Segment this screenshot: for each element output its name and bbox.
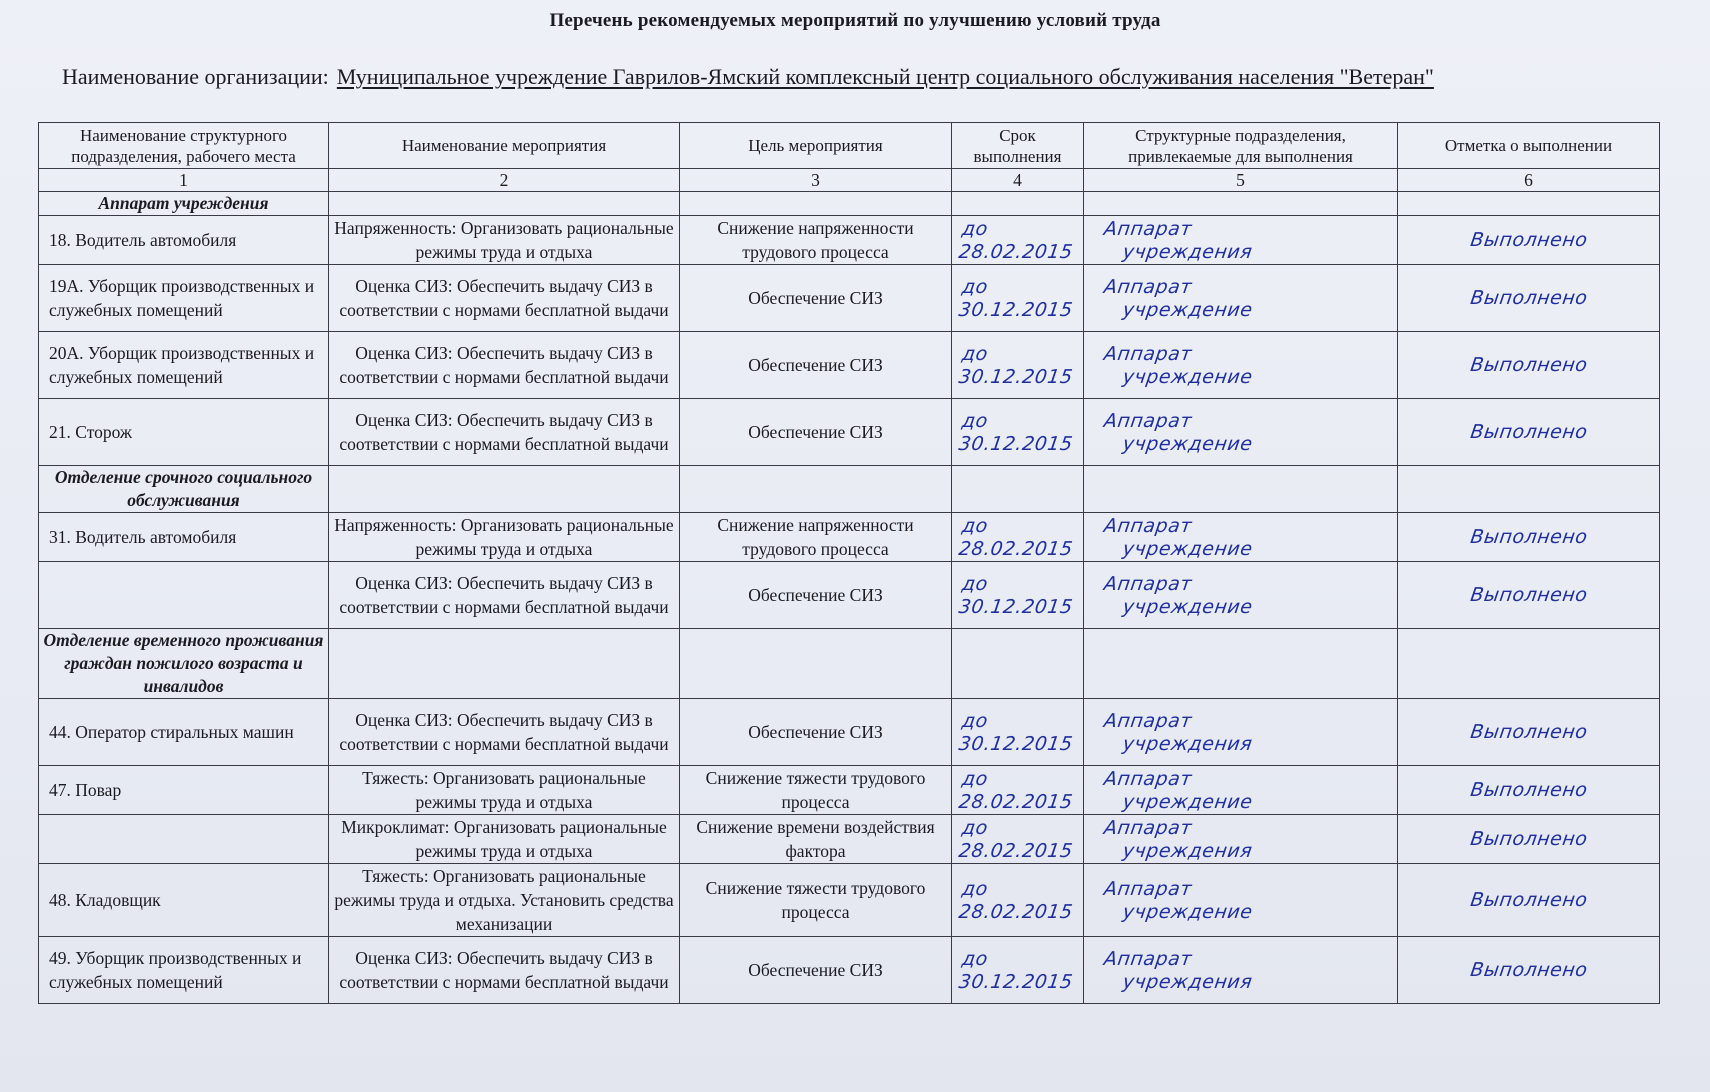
deadline-date: 28.02.2015 (956, 790, 1074, 812)
goal-cell: Снижение тяжести трудового процесса (680, 864, 952, 937)
organization-label: Наименование организации: (62, 64, 329, 89)
deadline-prefix: до (960, 816, 989, 838)
deadline-date: 28.02.2015 (956, 537, 1074, 559)
deadline-prefix: до (960, 877, 989, 899)
deadline-cell (948, 766, 1087, 815)
table-row (39, 513, 1660, 562)
deadline-cell (947, 937, 1088, 1004)
table-row (39, 937, 1660, 1004)
deadline-prefix: до (960, 275, 989, 297)
department-cell (1079, 265, 1402, 332)
deadline-prefix: до (960, 572, 989, 594)
deadline-date: 30.12.2015 (956, 298, 1074, 320)
department-cell (1079, 699, 1402, 766)
department-line-1: Аппарат (1102, 342, 1193, 364)
department-cell (1079, 332, 1402, 399)
empty-cell (1084, 629, 1398, 699)
table-body (39, 192, 1660, 1004)
section-title: Отделение временного проживания граждан пожилого возраста и инвалидов (39, 629, 329, 699)
deadline-cell (947, 265, 1088, 332)
completion-mark-cell: Выполнено (1393, 562, 1664, 629)
deadline-prefix: до (960, 947, 989, 969)
deadline-prefix: до (960, 342, 989, 364)
goal-cell: Снижение напряженности трудового процесса (680, 513, 952, 562)
measures-table (38, 122, 1660, 1004)
measure-cell: Оценка СИЗ: Обеспечить выдачу СИЗ в соответствии с нормами бесплатной выдачи (329, 399, 680, 466)
deadline-cell (948, 216, 1087, 265)
department-cell (1080, 216, 1401, 265)
department-line-1: Аппарат (1102, 514, 1193, 536)
table-row (39, 265, 1660, 332)
goal-cell: Обеспечение СИЗ (680, 399, 952, 466)
column-number: 4 (952, 169, 1084, 192)
department-line-2: учреждение (1120, 900, 1254, 922)
department-line-2: учреждения (1120, 970, 1254, 992)
column-number: 2 (329, 169, 680, 192)
department-line-2: учреждения (1120, 240, 1254, 262)
department-line-1: Аппарат (1102, 275, 1193, 297)
completion-mark-cell: Выполнено (1393, 937, 1664, 1004)
workplace-cell: 21. Сторож (39, 399, 329, 466)
empty-cell (952, 192, 1084, 216)
deadline-date: 30.12.2015 (956, 970, 1074, 992)
empty-cell (1398, 192, 1660, 216)
workplace-cell: 44. Оператор стиральных машин (39, 699, 329, 766)
section-row (39, 466, 1660, 513)
deadline-prefix: до (960, 409, 989, 431)
workplace-cell: 48. Кладовщик (39, 864, 329, 937)
completion-mark-cell: Выполнено (1394, 815, 1663, 864)
header-cell: Структурные подразделения, привлекаемые для выполнения (1084, 123, 1398, 169)
goal-cell: Обеспечение СИЗ (680, 937, 952, 1004)
measure-cell: Оценка СИЗ: Обеспечить выдачу СИЗ в соответствии с нормами бесплатной выдачи (329, 265, 680, 332)
deadline-cell (947, 699, 1088, 766)
deadline-date: 28.02.2015 (956, 900, 1074, 922)
empty-cell (1398, 466, 1660, 513)
department-line-2: учреждение (1120, 432, 1254, 454)
table-row (39, 562, 1660, 629)
goal-cell: Обеспечение СИЗ (680, 562, 952, 629)
workplace-cell: 47. Повар (39, 766, 329, 815)
department-line-1: Аппарат (1102, 947, 1193, 969)
section-row (39, 629, 1660, 699)
deadline-cell (947, 399, 1088, 466)
measure-cell: Напряженность: Организовать рациональные режимы труда и отдыха (329, 513, 680, 562)
department-line-2: учреждение (1120, 365, 1254, 387)
empty-cell (952, 629, 1084, 699)
header-cell: Наименование структурного подразделения, рабочего места (39, 123, 329, 169)
department-line-2: учреждение (1120, 298, 1254, 320)
department-line-1: Аппарат (1102, 709, 1193, 731)
completion-mark-cell: Выполнено (1392, 864, 1664, 937)
table-row (39, 864, 1660, 937)
section-row (39, 192, 1660, 216)
department-line-2: учреждение (1120, 595, 1254, 617)
deadline-date: 28.02.2015 (956, 839, 1074, 861)
header-row (39, 123, 1660, 169)
department-cell (1080, 513, 1401, 562)
department-line-1: Аппарат (1102, 767, 1193, 789)
department-line-1: Аппарат (1102, 409, 1193, 431)
completion-mark-cell: Выполнено (1393, 265, 1664, 332)
goal-cell: Снижение напряженности трудового процесса (680, 216, 952, 265)
deadline-date: 30.12.2015 (956, 595, 1074, 617)
header-cell: Цель мероприятия (680, 123, 952, 169)
measure-cell: Микроклимат: Организовать рациональные режимы труда и отдыха (329, 815, 680, 864)
section-title: Аппарат учреждения (39, 192, 329, 216)
goal-cell: Обеспечение СИЗ (680, 699, 952, 766)
deadline-date: 30.12.2015 (956, 365, 1074, 387)
department-line-2: учреждения (1120, 732, 1254, 754)
department-line-2: учреждения (1120, 839, 1254, 861)
workplace-cell (39, 562, 329, 629)
department-line-2: учреждение (1120, 790, 1254, 812)
workplace-cell: 49. Уборщик производственных и служебных помещений (39, 937, 329, 1004)
deadline-cell (947, 332, 1088, 399)
table-row (39, 766, 1660, 815)
measure-cell: Оценка СИЗ: Обеспечить выдачу СИЗ в соответствии с нормами бесплатной выдачи (329, 332, 680, 399)
goal-cell: Снижение времени воздействия фактора (680, 815, 952, 864)
goal-cell: Снижение тяжести трудового процесса (680, 766, 952, 815)
department-cell (1080, 766, 1401, 815)
workplace-cell (39, 815, 329, 864)
deadline-cell (947, 562, 1088, 629)
deadline-cell (946, 864, 1088, 937)
header-cell: Отметка о выполнении (1398, 123, 1660, 169)
workplace-cell: 20А. Уборщик производственных и служебных помещений (39, 332, 329, 399)
completion-mark-cell: Выполнено (1394, 766, 1663, 815)
department-line-2: учреждение (1120, 537, 1254, 559)
empty-cell (329, 629, 680, 699)
goal-cell: Обеспечение СИЗ (680, 332, 952, 399)
department-cell (1079, 937, 1402, 1004)
document-title: Перечень рекомендуемых мероприятий по улучшению условий труда (549, 10, 1161, 31)
completion-mark-cell: Выполнено (1393, 399, 1664, 466)
deadline-date: 28.02.2015 (956, 240, 1074, 262)
deadline-prefix: до (960, 514, 989, 536)
table-row (39, 332, 1660, 399)
workplace-cell: 18. Водитель автомобиля (39, 216, 329, 265)
department-cell (1079, 399, 1402, 466)
organization-name: Муниципальное учреждение Гаврилов-Ямский комплексный центр социального обслуживания населения "Ветеран" (336, 64, 1434, 89)
column-number: 3 (680, 169, 952, 192)
column-number-row (39, 169, 1660, 192)
header-cell: Наименование мероприятия (329, 123, 680, 169)
empty-cell (680, 466, 952, 513)
completion-mark-cell: Выполнено (1394, 216, 1663, 265)
deadline-date: 30.12.2015 (956, 432, 1074, 454)
column-number: 5 (1084, 169, 1398, 192)
deadline-cell (948, 815, 1087, 864)
section-title: Отделение срочного социального обслуживания (39, 466, 329, 513)
completion-mark-cell: Выполнено (1393, 699, 1664, 766)
column-number: 1 (39, 169, 329, 192)
table-row (39, 699, 1660, 766)
deadline-cell (948, 513, 1087, 562)
department-cell (1079, 562, 1402, 629)
department-line-1: Аппарат (1102, 217, 1193, 239)
measure-cell: Оценка СИЗ: Обеспечить выдачу СИЗ в соответствии с нормами бесплатной выдачи (329, 562, 680, 629)
measure-cell: Тяжесть: Организовать рациональные режимы труда и отдыха (329, 766, 680, 815)
goal-cell: Обеспечение СИЗ (680, 265, 952, 332)
measure-cell: Оценка СИЗ: Обеспечить выдачу СИЗ в соответствии с нормами бесплатной выдачи (329, 699, 680, 766)
completion-mark-cell: Выполнено (1393, 332, 1664, 399)
empty-cell (680, 629, 952, 699)
table-row (39, 216, 1660, 265)
workplace-cell: 19А. Уборщик производственных и служебных помещений (39, 265, 329, 332)
table-row (39, 399, 1660, 466)
deadline-prefix: до (960, 767, 989, 789)
department-cell (1080, 815, 1401, 864)
empty-cell (329, 192, 680, 216)
empty-cell (1398, 629, 1660, 699)
header-cell: Срок выполнения (952, 123, 1084, 169)
deadline-date: 30.12.2015 (956, 732, 1074, 754)
deadline-prefix: до (960, 217, 989, 239)
column-number: 6 (1398, 169, 1660, 192)
department-line-1: Аппарат (1102, 877, 1193, 899)
empty-cell (952, 466, 1084, 513)
completion-mark-cell: Выполнено (1394, 513, 1663, 562)
department-line-1: Аппарат (1102, 816, 1193, 838)
measure-cell: Оценка СИЗ: Обеспечить выдачу СИЗ в соответствии с нормами бесплатной выдачи (329, 937, 680, 1004)
empty-cell (1084, 192, 1398, 216)
department-line-1: Аппарат (1102, 572, 1193, 594)
deadline-prefix: до (960, 709, 989, 731)
department-cell (1078, 864, 1402, 937)
organization-line (62, 64, 1434, 90)
empty-cell (1084, 466, 1398, 513)
table-row (39, 815, 1660, 864)
empty-cell (329, 466, 680, 513)
measure-cell: Тяжесть: Организовать рациональные режимы труда и отдыха. Установить средства механизации (329, 864, 680, 937)
workplace-cell: 31. Водитель автомобиля (39, 513, 329, 562)
measure-cell: Напряженность: Организовать рациональные режимы труда и отдыха (329, 216, 680, 265)
empty-cell (680, 192, 952, 216)
